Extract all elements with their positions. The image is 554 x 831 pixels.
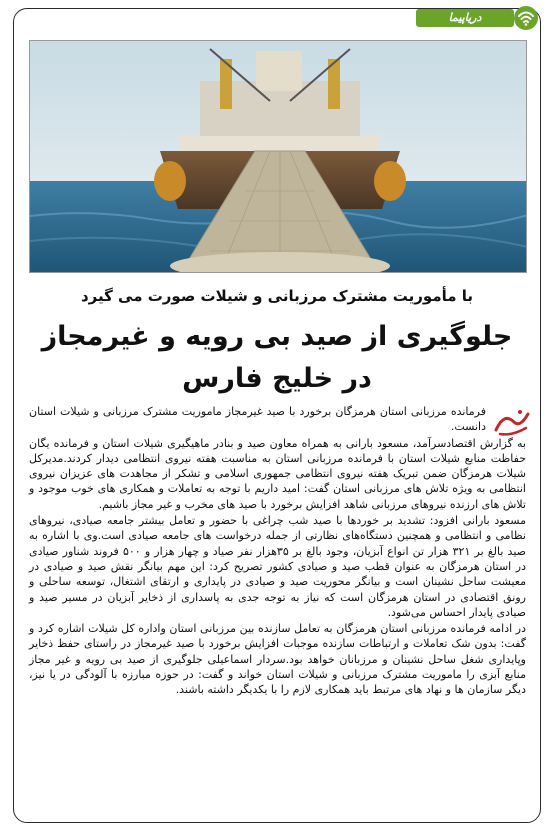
- paragraph-1: فرمانده مرزبانی استان هرمزگان برخورد با صید غیرمجاز ماموریت مشترک مرزبانی و شیلات استان دانست.: [29, 405, 486, 434]
- headline: [29, 316, 525, 400]
- trawler-photo: [29, 40, 527, 273]
- headline-line-2: در خلیج فارس: [182, 363, 372, 394]
- wifi-icon: [514, 6, 538, 30]
- headline-line-1: جلوگیری از صید بی رویه و غیرمجاز: [41, 321, 513, 352]
- paragraph-2: به گزارش اقتصادسرآمد، مسعود بارانی به همراه معاون صید و بنادر ماهیگیری شیلات استان و فرمانده یگان حفاظت منابع شیلات استان با فرمانده مرزبانی استان به مناسبت هفته نیروی انتظامی دیدار کردند.مدیرکل شیلات هرمزگان ضمن تبریک هفته نیروی انتظامی جمهوری اسلامی و تشکر از مجاهدت های عزیزان نیروی انتظامی به ویژه تلاش های مرزبانی استان گفت: امید داریم با توجه به تعاملات و همکاری های خوب موجود و تلاش های ارزنده نیروهای مرزبانی شاهد افزایش برخورد با صید های مخرب و غیر مجاز باشیم.: [29, 436, 526, 511]
- section-tag: دریاپیما: [416, 9, 514, 27]
- paragraph-3: مسعود بارانی افزود: تشدید بر خوردها با صید شب چراغی با حضور و تعامل بیشتر جامعه صیادی، نیروهای نظامی و انتظامی و همچنین دستگاه‌های نظارتی از جمله درخواست های جامعه صیادی است.وی با اشاره به صید بالغ بر ۳۲۱ هزار تن انواع آبزیان، وجود بالغ بر ۳۵هزار نفر صیاد و چهار هزار و ۵۰۰ فروند شناور صیادی در استان هرمزگان به عنوان قطب صید و صیادی کشور تصریح کرد: این مهم بیانگر نقش صید و صیادی در معیشت ساحل نشینان است و بیانگر محوریت صید و صیادی در پایداری و ارتقای اشتغال، توسعه ساحلی و رونق اقتصادی در استان هرمزگان است که نیاز به توجه جدی به پاسداری از ذخایر آبزیان در مسیر صید و صیادی پایدار احساس می‌شود.: [29, 514, 526, 619]
- subheadline: با مأموریت مشترک مرزبانی و شیلات صورت می گیرد: [80, 287, 474, 305]
- article-body: [29, 404, 526, 699]
- paragraph-4: در ادامه فرمانده مرزبانی استان هرمزگان به تعامل سازنده بین مرزبانی استان واداره کل شیلات اشاره کرد و گفت: بدون شک تعاملات و ارتباطات سازنده موجبات افزایش برخورد با صید غیرمجاز در راستای حفظ ذخایر وپایداری شغل ساحل نشینان و مرزبانان خواهد بود.سردار اسماعیلی جلوگیری از صید بی رویه و غیر مجاز منابع آبزی را ماموریت مشترک مرزبانی و شیلات استان خواند و گفت: در حوزه مبارزه با آلودگی در یا نیز، دیگر سازمان ها و نهاد های مرتبط باید همکاری لازم را با یکدیگر داشته باشند.: [29, 622, 526, 697]
